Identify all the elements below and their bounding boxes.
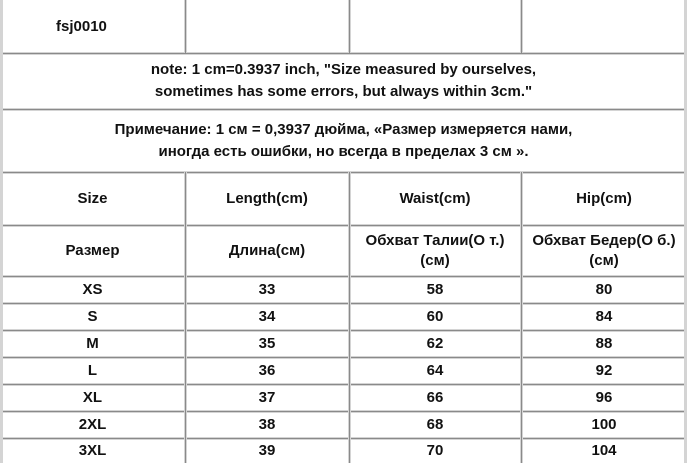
size-row-xl-2: 66 (426, 388, 444, 406)
size-row-xl-3: 96 (595, 388, 613, 406)
size-row-m-3: 88 (595, 334, 613, 352)
size-row-xs-2: 58 (426, 280, 444, 298)
size-row-xs-3: 80 (595, 280, 613, 298)
size-row-s-1: 34 (258, 307, 276, 325)
size-row-3xl-2: 70 (426, 441, 444, 459)
size-row-xs-1: 33 (258, 280, 276, 298)
size-row-2xl-2: 68 (426, 415, 444, 433)
size-row-l-0: L (87, 361, 98, 379)
size-row-2xl-1: 38 (258, 415, 276, 433)
note-russian: Примечание: 1 см = 0,3937 дюйма, «Размер измеряется нами, иногда есть ошибки, но всегда в пределах 3 см ». (114, 120, 573, 160)
size-row-l-1: 36 (258, 361, 276, 379)
header-en-1: Length(cm) (226, 189, 308, 207)
size-row-s-0: S (87, 307, 98, 325)
size-row-3xl-3: 104 (591, 441, 617, 459)
size-row-m-0: M (86, 334, 99, 352)
product-code: fsj0010 (56, 17, 107, 35)
size-row-2xl-0: 2XL (78, 415, 107, 433)
size-row-xl-0: XL (82, 388, 103, 406)
header-en-3: Hip(cm) (576, 189, 632, 207)
size-row-3xl-0: 3XL (78, 441, 107, 459)
header-ru-2: Обхват Талии(О т.)(см) (365, 231, 505, 269)
column-divider (349, 0, 350, 53)
header-ru-0: Размер (65, 241, 120, 259)
header-ru-1: Длина(см) (228, 241, 306, 259)
size-row-3xl-1: 39 (258, 441, 276, 459)
size-row-xl-1: 37 (258, 388, 276, 406)
note-english: note: 1 cm=0.3937 inch, "Size measured by ourselves, sometimes has some errors, but always within 3cm." (150, 61, 537, 100)
size-row-2xl-3: 100 (591, 415, 617, 433)
size-row-l-2: 64 (426, 361, 444, 379)
size-row-s-3: 84 (595, 307, 613, 325)
size-row-m-2: 62 (426, 334, 444, 352)
size-row-l-3: 92 (595, 361, 613, 379)
size-row-m-1: 35 (258, 334, 276, 352)
size-row-s-2: 60 (426, 307, 444, 325)
column-divider (185, 0, 186, 53)
column-divider (521, 0, 522, 53)
header-en-2: Waist(cm) (399, 189, 471, 207)
header-ru-3: Обхват Бедер(О б.)(см) (532, 231, 676, 269)
header-en-0: Size (77, 189, 108, 207)
size-row-xs-0: XS (82, 280, 103, 298)
